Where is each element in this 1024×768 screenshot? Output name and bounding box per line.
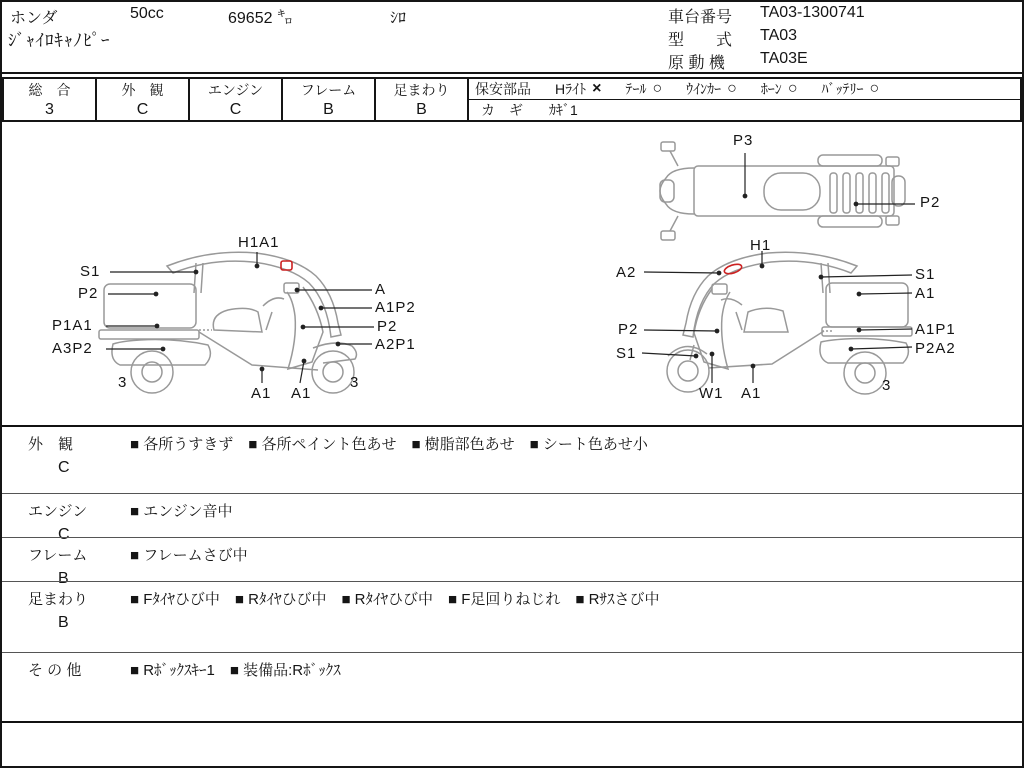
damage-code-label: H1 xyxy=(750,237,772,254)
section-grade: C xyxy=(58,459,70,476)
section-notes: ■ Rﾎﾞｯｸｽｷｰ1 ■ 装備品:Rﾎﾞｯｸｽ xyxy=(130,662,341,679)
status-circle-mark: ○ xyxy=(869,80,880,97)
left-side-view-drawing xyxy=(99,252,356,393)
section-name: エンジン xyxy=(28,503,88,520)
safety-item-winker xyxy=(686,79,737,99)
section-label xyxy=(28,659,81,685)
damage-code-label: A3P2 xyxy=(52,340,93,357)
vehicle-damage-diagrams xyxy=(0,122,1024,425)
section-name: そ の 他 xyxy=(28,662,82,679)
safety-item-headlight xyxy=(555,79,601,99)
section-label xyxy=(28,588,88,632)
section-notes: ■ エンジン音中 xyxy=(130,503,233,520)
safety-parts-title: 保安部品 xyxy=(475,81,531,97)
damage-code-label: A2P1 xyxy=(375,336,416,353)
safety-item-horn xyxy=(761,79,798,99)
damage-code-label: S1 xyxy=(80,263,101,280)
grade-value: 3 xyxy=(45,101,54,118)
grade-label: 総 合 xyxy=(28,82,71,98)
section-name: フレーム xyxy=(28,547,88,564)
damage-code-label: W1 xyxy=(699,385,724,402)
section-label xyxy=(28,433,73,477)
engine-code: TA03E xyxy=(760,50,808,67)
grade-cell-exterior xyxy=(97,79,190,120)
section-exterior xyxy=(2,425,1022,493)
model-code-label: 型 式 xyxy=(668,32,733,49)
top-view-drawing xyxy=(660,142,905,240)
grade-strip xyxy=(2,77,1022,122)
grade-value: C xyxy=(229,101,242,118)
displacement: 50cc xyxy=(130,5,164,22)
engine-code-label: 原 動 機 xyxy=(668,55,725,72)
grade-cell-frame xyxy=(283,79,376,120)
damage-code-label: A2 xyxy=(616,264,637,281)
mileage: 69652 ㌔ xyxy=(228,10,293,27)
safety-item-name: ﾎｰﾝ xyxy=(760,81,782,97)
safety-item-name: ﾊﾞｯﾃﾘｰ xyxy=(821,81,864,97)
damage-code-label: A1P2 xyxy=(375,299,416,316)
grade-cell-overall xyxy=(4,79,97,120)
section-other xyxy=(2,652,1022,721)
damage-code-label: P3 xyxy=(733,132,754,149)
damage-code-label: P2 xyxy=(618,321,639,338)
safety-item-taillight xyxy=(625,79,662,99)
chassis-label: 車台番号 xyxy=(668,9,733,26)
right-side-view-drawing xyxy=(667,252,912,394)
section-notes: ■ 各所うすきず ■ 各所ペイント色あせ ■ 樹脂部色あせ ■ シート色あせ小 xyxy=(130,436,648,453)
section-grade: B xyxy=(58,570,69,587)
grade-label: フレーム xyxy=(300,82,357,98)
grade-label: 外 観 xyxy=(121,82,164,98)
section-name: 外 観 xyxy=(28,436,74,453)
status-circle-mark: ○ xyxy=(727,80,737,97)
grade-value: B xyxy=(416,101,427,118)
safety-parts-cell xyxy=(469,79,1020,120)
damage-code-label: P2 xyxy=(920,194,941,211)
safety-item-name: ｳｲﾝｶｰ xyxy=(686,81,722,97)
key-row xyxy=(469,100,1020,120)
section-frame xyxy=(2,537,1022,587)
wheel-grade-label: 3 xyxy=(350,374,360,391)
safety-item-name: Hﾗｲﾄ xyxy=(555,81,587,97)
leader-lines xyxy=(106,153,915,383)
grade-label: 足まわり xyxy=(393,82,450,98)
key-value: ｶｷﾞ1 xyxy=(549,102,578,118)
safety-parts-row xyxy=(469,79,1020,100)
damage-code-label: P2 xyxy=(377,318,398,335)
section-empty xyxy=(2,721,1022,763)
grade-cell-undercarriage xyxy=(376,79,469,120)
model-name: ｼﾞｬｲﾛｷｬﾉﾋﾟｰ xyxy=(8,31,111,50)
damage-code-label: A1 xyxy=(291,385,312,402)
damage-code-label: P2A2 xyxy=(915,340,956,357)
section-undercarriage xyxy=(2,581,1022,652)
section-name: 足まわり xyxy=(28,591,89,608)
damage-code-label: A1 xyxy=(915,285,936,302)
section-grade: B xyxy=(58,614,69,631)
section-notes: ■ フレームさび中 xyxy=(130,547,248,564)
wheel-grade-label: 3 xyxy=(882,377,892,394)
damage-code-label: A xyxy=(375,281,387,298)
damage-code-label: A1P1 xyxy=(915,321,956,338)
section-engine xyxy=(2,493,1022,543)
header-divider xyxy=(0,72,1024,74)
damage-code-label: A1 xyxy=(251,385,272,402)
grade-cell-engine xyxy=(190,79,283,120)
status-cross-mark: × xyxy=(592,80,602,97)
damage-code-label: A1 xyxy=(741,385,762,402)
status-circle-mark: ○ xyxy=(652,80,663,97)
safety-item-name: ﾃｰﾙ xyxy=(625,81,647,97)
grade-label: エンジン xyxy=(207,82,264,98)
wheel-grade-label: 3 xyxy=(118,374,128,391)
model-code: TA03 xyxy=(760,27,798,44)
grade-value: B xyxy=(323,101,334,118)
section-notes: ■ Fﾀｲﾔひび中 ■ Rﾀｲﾔひび中 ■ Rﾀｲﾔひび中 ■ F足回りねじれ ■ Rｻｽさび中 xyxy=(130,591,660,608)
damage-code-label: P2 xyxy=(78,285,99,302)
section-grade: C xyxy=(58,526,70,543)
body-color: ｼﾛ xyxy=(390,10,407,27)
damage-code-label: S1 xyxy=(915,266,936,283)
key-label: カ ギ xyxy=(481,102,523,118)
status-circle-mark: ○ xyxy=(787,80,798,97)
damage-code-label: H1A1 xyxy=(238,234,280,251)
safety-item-battery xyxy=(821,79,879,99)
chassis-number: TA03-1300741 xyxy=(760,4,865,21)
damage-code-label: S1 xyxy=(616,345,637,362)
grade-value: C xyxy=(136,101,149,118)
damage-code-label: P1A1 xyxy=(52,317,93,334)
maker-name: ホンダ xyxy=(10,10,58,27)
